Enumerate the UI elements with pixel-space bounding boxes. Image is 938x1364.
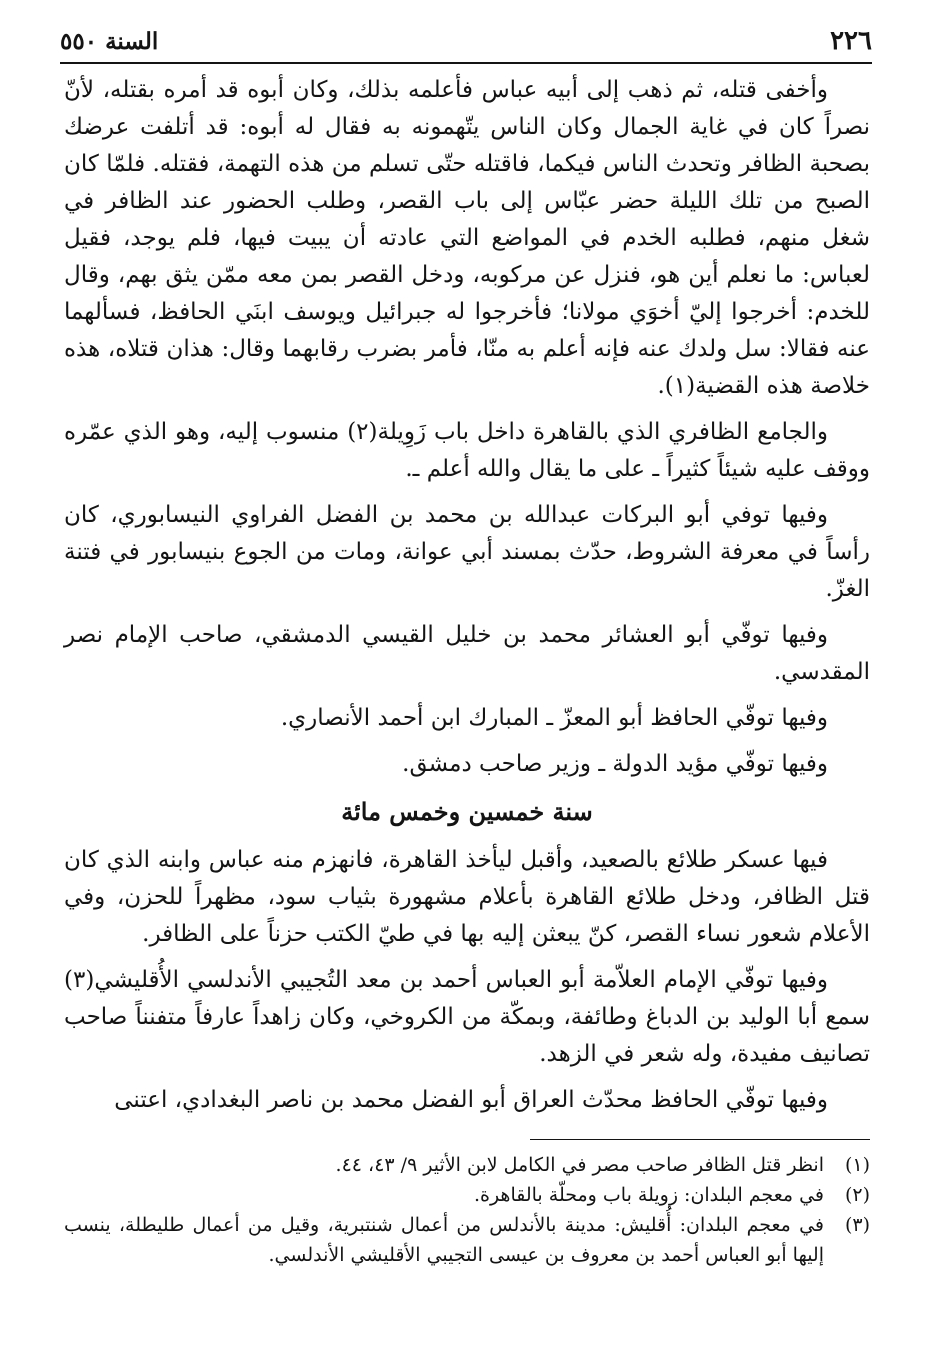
paragraph-1: وأخفى قتله، ثم ذهب إلى أبيه عباس فأعلمه بذلك، وكان أبوه قد أمره بقتله، لأنّ نصراً كان في غاية الجمال وكان الناس يتّهمونه به فقال له أبوه: قد أتلفت عرضك بصحبة الظافر وتحدث الناس فيكما، فاقتله حتّى تسلم من هذه التهمة، فقتله. فلمّا كان الصبح من تلك الليلة حضر عبّاس إلى باب القصر، وطلب الحضور عند الظافر في شغل منهم، فطلبه الخدم في المواضع التي عادته أن يبيت فيها، فلم يوجد، فقيل لعباس: ما نعلم أين هو، فنزل عن مركوبه، ودخل القصر بمن معه ممّن يثق بهم، وقال للخدم: أخرجوا إليّ أخوَي مولانا؛ فأخرجوا له جبرائيل ويوسف ابنَي الحافظ، فسألهما عنه فقالا: سل ولدك عنه فإنه أعلم به منّا، فأمر بضرب رقابهما وقال: هذان قتلاه، هذه خلاصة هذه القضية(١). <box>64 77 870 399</box>
paragraph-6: وفيها توفّي مؤيد الدولة ـ وزير صاحب دمشق. <box>402 751 828 777</box>
main-text <box>64 72 870 1128</box>
footnote-number: (٣) <box>844 1214 870 1236</box>
section-paragraph-1: فيها عسكر طلائع بالصعيد، وأقبل ليأخذ القاهرة، فانهزم منه عباس وابنه الذي كان قتل الظافر، ودخل طلائع القاهرة بأعلام مشهورة بثياب سود، مظهراً للحزن، وفي الأعلام شعور نساء القصر، كنّ يبعثن إليه بها في طيّ الكتب حزناً على الظافر. <box>64 847 870 947</box>
footnote-text: في معجم البلدان: زويلة باب ومحلّة بالقاهرة. <box>473 1184 824 1206</box>
footnote-number: (١) <box>844 1154 870 1176</box>
paragraph-4: وفيها توفّي أبو العشائر محمد بن خليل القيسي الدمشقي، صاحب الإمام نصر المقدسي. <box>64 622 870 685</box>
paragraph-5: وفيها توفّي الحافظ أبو المعزّ ـ المبارك ابن أحمد الأنصاري. <box>280 705 828 731</box>
paragraph-3: وفيها توفي أبو البركات عبدالله بن محمد بن الفضل الفراوي النيسابوري، كان رأساً في معرفة الشروط، حدّث بمسند أبي عوانة، ومات من الجوع بنيسابور في فتنة الغزّ. <box>64 502 870 602</box>
section-paragraph-2: وفيها توفّي الإمام العلاّمة أبو العباس أحمد بن معد التُجيبي الأندلسي الأُقليشي(٣) سمع أبا الوليد بن الدباغ وطائفة، وبمكّة من الكروخي، وكان زاهداً عارفاً متفنناً صاحب تصانيف مفيدة، وله شعر في الزهد. <box>64 967 870 1067</box>
page-number: ٢٢٦ <box>830 26 872 56</box>
header-rule <box>60 62 872 64</box>
running-title: السنة ٥٥٠ <box>60 28 159 55</box>
footnote-number: (٢) <box>844 1184 870 1206</box>
page-header <box>60 26 872 60</box>
footnote-2 <box>64 1180 870 1210</box>
footnotes <box>64 1150 870 1270</box>
footnote-3 <box>64 1210 870 1270</box>
paragraph-2: والجامع الظافري الذي بالقاهرة داخل باب زَوِيلة(٢) منسوب إليه، وهو الذي عمّره ووقف عليه شيئاً كثيراً ـ على ما يقال والله أعلم ـ. <box>64 419 870 482</box>
section-heading: سنة خمسين وخمس مائة <box>341 797 593 826</box>
footnote-text: انظر قتل الظافر صاحب مصر في الكامل لابن الأثير ٩/ ٤٣، ٤٤. <box>335 1154 824 1176</box>
section-paragraph-3: وفيها توفّي الحافظ محدّث العراق أبو الفضل محمد بن ناصر البغدادي، اعتنى <box>114 1087 828 1113</box>
footnote-text: في معجم البلدان: أُقليش: مدينة بالأندلس من أعمال شنتبرية، وقيل من أعمال طليطلة، ينسب إليها أبو العباس أحمد بن معروف بن عيسى التجيبي الأقليشي الأندلسي. <box>64 1214 824 1266</box>
footnote-rule <box>530 1139 870 1140</box>
footnote-1 <box>64 1150 870 1180</box>
